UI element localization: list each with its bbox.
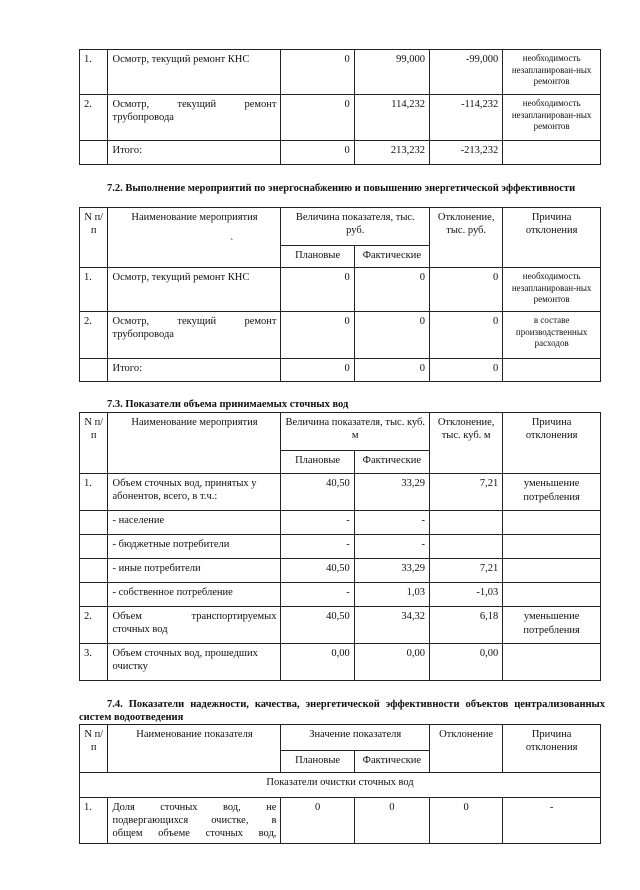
table-header-row xyxy=(80,208,601,246)
header-deviation: Отклонение, тыс. руб. xyxy=(430,208,503,268)
header-name: Наименование мероприятия xyxy=(108,208,281,268)
deviation-reason: необходимость незапланирован-ных ремонтов xyxy=(503,50,601,95)
actual-value: 0 xyxy=(354,798,429,844)
header-actual: Фактические xyxy=(354,751,429,773)
table-header-row xyxy=(80,413,601,451)
row-number xyxy=(80,359,108,382)
actual-value: 34,32 xyxy=(354,607,429,644)
group-heading: Показатели очистки сточных вод xyxy=(80,773,601,798)
actual-value: 33,29 xyxy=(354,474,429,511)
heading-text: 7.4. Показатели надежности, качества, энергетической эффективности объектов централизованных систем водоотведения xyxy=(79,699,605,724)
measure-name xyxy=(108,644,281,681)
row-number: 2. xyxy=(80,607,108,644)
planned-value: 40,50 xyxy=(281,607,354,644)
measure-name xyxy=(108,312,281,359)
deviation-reason xyxy=(503,511,601,535)
table-header-row xyxy=(80,725,601,751)
scan-mark: ` xyxy=(230,238,234,249)
measure-name: Осмотр, текущий ремонт КНС xyxy=(108,268,281,312)
actual-value: 33,29 xyxy=(354,559,429,583)
name-part: текущий xyxy=(177,99,217,110)
deviation-reason xyxy=(503,583,601,607)
name-part: Объем сточных вод, прошедших xyxy=(112,648,258,659)
deviation-value: 0 xyxy=(430,312,503,359)
header-deviation: Отклонение xyxy=(430,725,503,773)
header-number: N п/п xyxy=(80,208,108,268)
deviation-value: -213,232 xyxy=(430,141,503,165)
header-actual: Фактические xyxy=(354,246,429,268)
table-row xyxy=(80,511,601,535)
name-part: объеме xyxy=(158,828,190,840)
row-number xyxy=(80,559,108,583)
actual-value: 0,00 xyxy=(354,644,429,681)
heading-text: 7.3. Показатели объема принимаемых сточных вод xyxy=(107,399,349,410)
planned-value: 0 xyxy=(281,268,354,312)
deviation-reason: необходимость незапланирован-ных ремонтов xyxy=(503,95,601,141)
name-part: ремонт xyxy=(244,316,277,327)
planned-value: - xyxy=(281,583,354,607)
planned-value: 0,00 xyxy=(281,644,354,681)
actual-value: - xyxy=(354,511,429,535)
deviation-reason xyxy=(503,359,601,382)
header-actual: Фактические xyxy=(354,451,429,474)
measure-name xyxy=(108,607,281,644)
name-part: трубопровода xyxy=(112,112,174,124)
table-group-row xyxy=(80,773,601,798)
table-row-total xyxy=(80,141,601,165)
name-part: Объем xyxy=(112,611,142,622)
actual-value: - xyxy=(354,535,429,559)
name-part: подвергающихся xyxy=(112,815,189,827)
section-heading-7-2 xyxy=(79,182,605,195)
header-planned: Плановые xyxy=(281,451,354,474)
header-reason: Причина отклонения xyxy=(503,208,601,268)
name-part: Объем сточных вод, принятых у xyxy=(112,478,257,489)
heading-text: 7.2. Выполнение мероприятий по энергоснабжению и повышению энергетической эффективности xyxy=(107,183,576,194)
total-label: Итого: xyxy=(108,359,281,382)
header-reason: Причина отклонения xyxy=(503,413,601,474)
name-part: транспортируемых xyxy=(191,611,277,622)
table-row xyxy=(80,95,601,141)
measure-name: Осмотр, текущий ремонт КНС xyxy=(108,50,281,95)
table-row xyxy=(80,268,601,312)
header-reason: Причина отклонения xyxy=(503,725,601,773)
deviation-reason xyxy=(503,141,601,165)
measure-name: - бюджетные потребители xyxy=(108,535,281,559)
table-7-3 xyxy=(79,412,601,681)
total-label: Итого: xyxy=(108,141,281,165)
deviation-value: 7,21 xyxy=(430,474,503,511)
table-row xyxy=(80,312,601,359)
name-part: очистку xyxy=(112,661,148,673)
header-deviation: Отклонение, тыс. куб. м xyxy=(430,413,503,474)
planned-value: 0 xyxy=(281,312,354,359)
name-part: в xyxy=(271,815,277,827)
name-part: текущий xyxy=(177,316,217,327)
name-part: Осмотр, xyxy=(112,316,150,327)
planned-value: 0 xyxy=(281,141,354,165)
row-number xyxy=(80,583,108,607)
deviation-value: 7,21 xyxy=(430,559,503,583)
name-part: сточных вод xyxy=(112,624,168,636)
table-7-1 xyxy=(79,49,601,165)
row-number xyxy=(80,141,108,165)
header-number: N п/п xyxy=(80,413,108,474)
table-row xyxy=(80,607,601,644)
planned-value: 40,50 xyxy=(281,474,354,511)
name-part: сточных xyxy=(205,828,243,840)
name-part: вод, xyxy=(222,802,241,813)
name-part: вод, xyxy=(258,828,277,840)
actual-value: 114,232 xyxy=(354,95,429,141)
name-part: трубопровода xyxy=(112,329,174,341)
planned-value: - xyxy=(281,535,354,559)
deviation-reason: в составе производственных расходов xyxy=(503,312,601,359)
row-number: 1. xyxy=(80,50,108,95)
deviation-value: -1,03 xyxy=(430,583,503,607)
row-number: 2. xyxy=(80,312,108,359)
planned-value: 0 xyxy=(281,798,354,844)
table-row xyxy=(80,559,601,583)
table-row xyxy=(80,798,601,844)
header-planned: Плановые xyxy=(281,751,354,773)
deviation-value: 0 xyxy=(430,359,503,382)
deviation-reason: уменьшение потребления xyxy=(503,607,601,644)
deviation-value: 0 xyxy=(430,268,503,312)
header-value: Величина показателя, тыс. руб. xyxy=(281,208,430,246)
table-row-total xyxy=(80,359,601,382)
measure-name: - собственное потребление xyxy=(108,583,281,607)
name-part: сточных xyxy=(160,802,198,813)
measure-name xyxy=(108,474,281,511)
header-value: Значение показателя xyxy=(281,725,430,751)
measure-name xyxy=(108,95,281,141)
name-part: очистке, xyxy=(211,815,249,827)
row-number xyxy=(80,511,108,535)
row-number: 1. xyxy=(80,474,108,511)
deviation-value: 6,18 xyxy=(430,607,503,644)
header-name: Наименование мероприятия xyxy=(108,413,281,474)
deviation-reason: необходимость незапланирован-ных ремонтов xyxy=(503,268,601,312)
planned-value: - xyxy=(281,511,354,535)
planned-value: 0 xyxy=(281,50,354,95)
table-7-2 xyxy=(79,207,601,382)
deviation-reason: уменьшение потребления xyxy=(503,474,601,511)
planned-value: 40,50 xyxy=(281,559,354,583)
header-planned: Плановые xyxy=(281,246,354,268)
table-row xyxy=(80,50,601,95)
name-part: Доля xyxy=(112,802,135,813)
table-row xyxy=(80,583,601,607)
deviation-value xyxy=(430,535,503,559)
section-heading-7-4 xyxy=(79,698,605,724)
row-number: 1. xyxy=(80,798,108,844)
deviation-reason xyxy=(503,644,601,681)
deviation-value xyxy=(430,511,503,535)
indicator-name xyxy=(108,798,281,844)
measure-name: - население xyxy=(108,511,281,535)
section-heading-7-3 xyxy=(79,398,605,411)
name-part: абонентов, всего, в т.ч.: xyxy=(112,491,218,503)
deviation-reason xyxy=(503,535,601,559)
name-part: общем xyxy=(112,828,143,840)
measure-name: - иные потребители xyxy=(108,559,281,583)
table-row xyxy=(80,535,601,559)
row-number: 3. xyxy=(80,644,108,681)
deviation-reason: - xyxy=(503,798,601,844)
row-number: 1. xyxy=(80,268,108,312)
header-name: Наименование показателя xyxy=(108,725,281,773)
deviation-value: 0,00 xyxy=(430,644,503,681)
deviation-reason xyxy=(503,559,601,583)
actual-value: 0 xyxy=(354,312,429,359)
table-row xyxy=(80,474,601,511)
actual-value: 213,232 xyxy=(354,141,429,165)
name-part: ремонт xyxy=(244,99,277,110)
name-part: Осмотр, xyxy=(112,99,150,110)
table-row xyxy=(80,644,601,681)
header-number: N п/п xyxy=(80,725,108,773)
deviation-value: 0 xyxy=(430,798,503,844)
deviation-value: -99,000 xyxy=(430,50,503,95)
row-number xyxy=(80,535,108,559)
actual-value: 0 xyxy=(354,268,429,312)
table-7-4 xyxy=(79,724,601,844)
actual-value: 99,000 xyxy=(354,50,429,95)
name-part: не xyxy=(266,802,277,813)
planned-value: 0 xyxy=(281,95,354,141)
planned-value: 0 xyxy=(281,359,354,382)
header-value: Величина показателя, тыс. куб. м xyxy=(281,413,430,451)
deviation-value: -114,232 xyxy=(430,95,503,141)
actual-value: 0 xyxy=(354,359,429,382)
actual-value: 1,03 xyxy=(354,583,429,607)
row-number: 2. xyxy=(80,95,108,141)
